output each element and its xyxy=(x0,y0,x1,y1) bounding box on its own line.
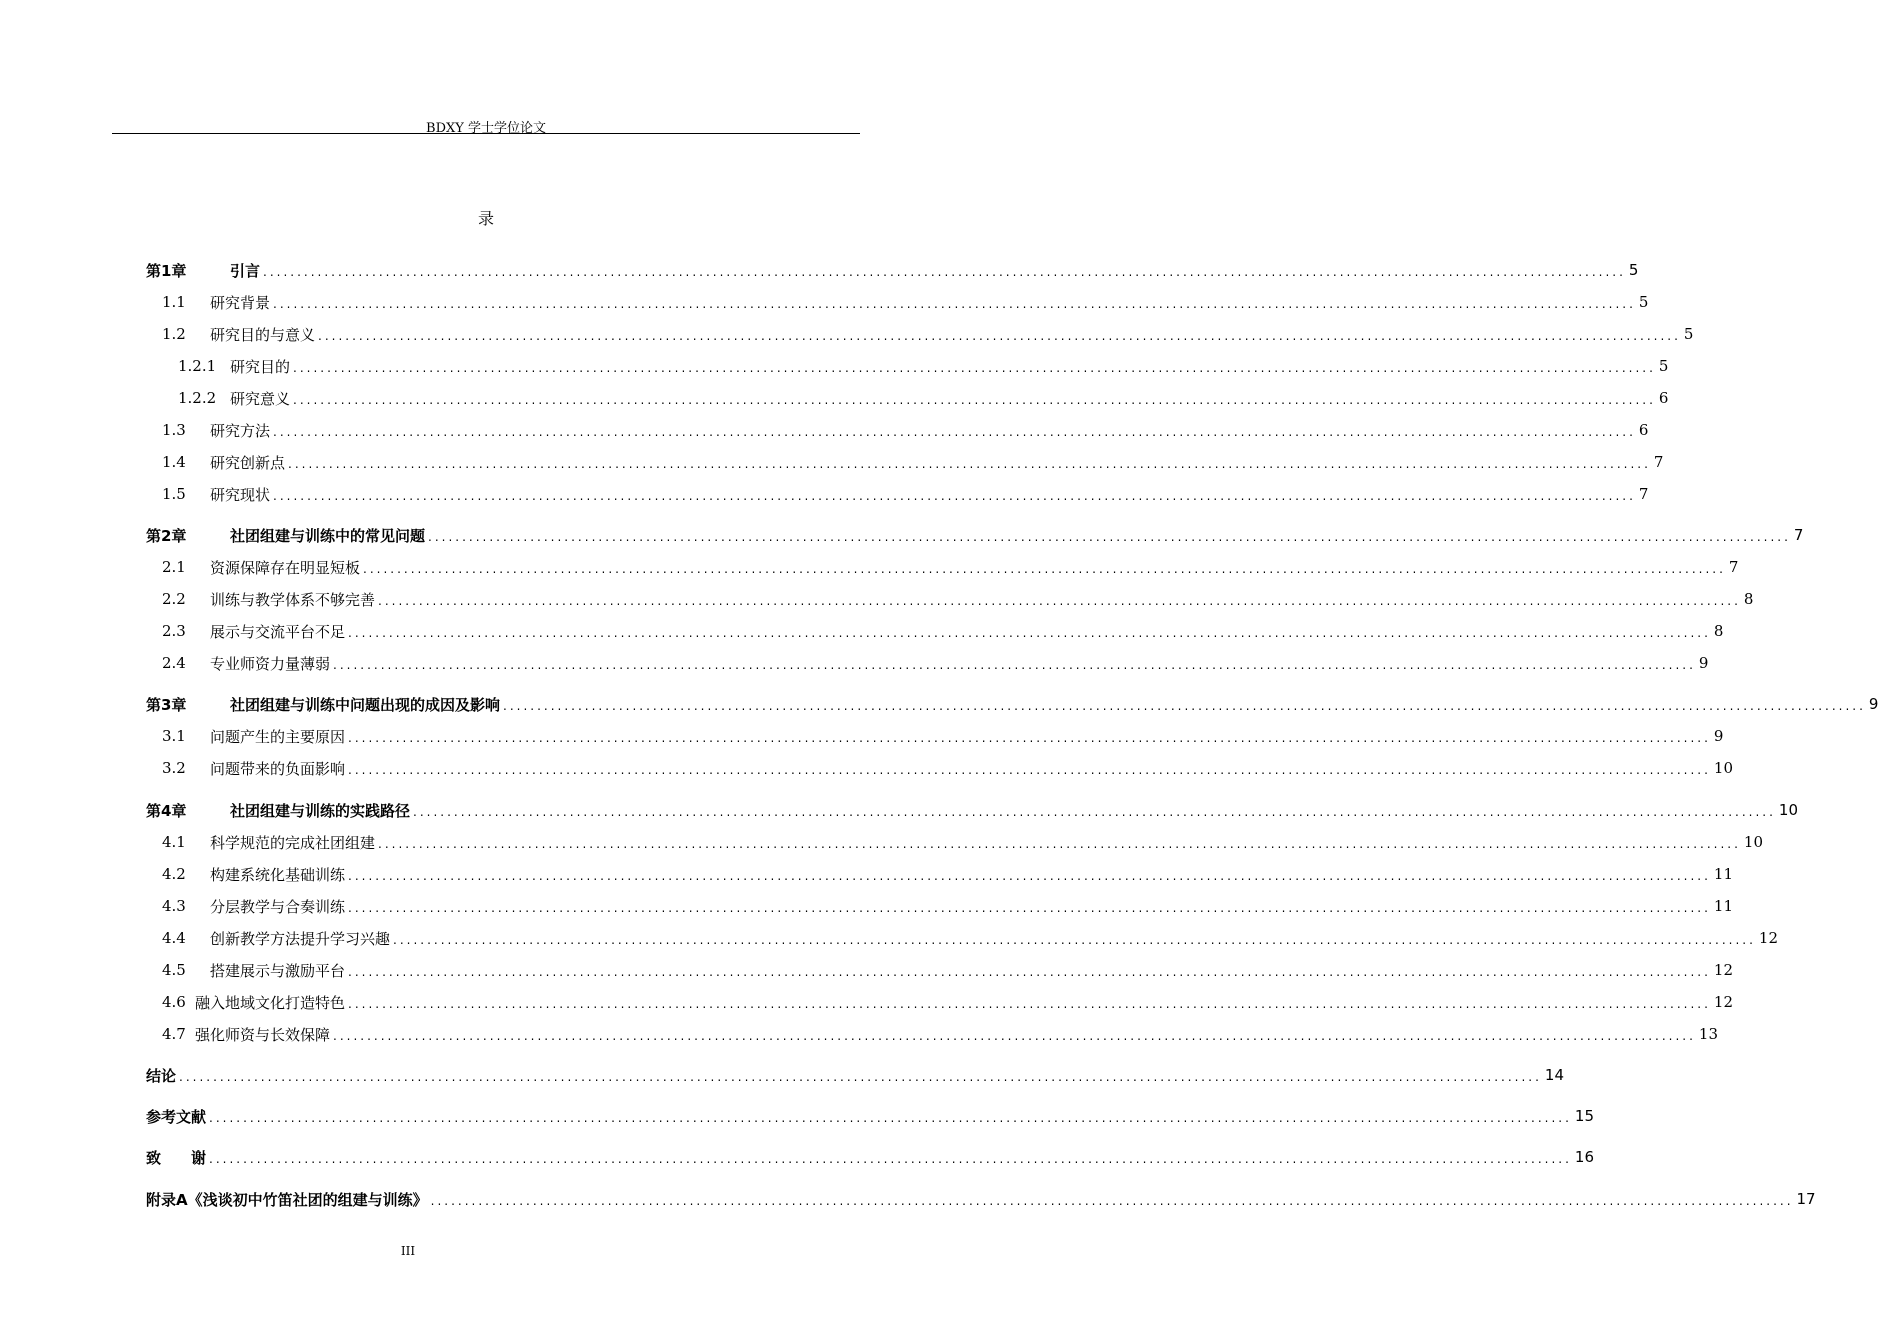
toc-entry[interactable] xyxy=(162,756,1733,780)
toc-entry-page: 11 xyxy=(1713,865,1733,883)
toc-entry-page: 9 xyxy=(1698,654,1709,672)
toc-entry[interactable] xyxy=(162,830,1763,854)
dot-leader: ........................................................................................................................................................................................................ xyxy=(293,393,1656,407)
toc-entry[interactable] xyxy=(162,724,1724,748)
toc-entry[interactable] xyxy=(146,523,1804,547)
toc-entry-page: 12 xyxy=(1713,993,1733,1011)
toc-entry[interactable] xyxy=(146,692,1878,716)
dot-leader: ........................................................................................................................................................................................................ xyxy=(378,837,1741,851)
dot-leader: ........................................................................................................................................................................................................ xyxy=(348,965,1711,979)
running-header: BDXY 学士学位论文 xyxy=(426,121,546,136)
dot-leader: ........................................................................................................................................................................................................ xyxy=(348,997,1711,1011)
toc-entry-label: 研究目的与意义 xyxy=(210,325,316,344)
dot-leader: ........................................................................................................................................................................................................ xyxy=(263,265,1626,279)
dot-leader: ........................................................................................................................................................................................................ xyxy=(333,658,1696,672)
toc-entry-page: 12 xyxy=(1713,961,1733,979)
toc-entry-page: 11 xyxy=(1713,897,1733,915)
toc-entry-number: 2.3 xyxy=(162,622,186,640)
dot-leader: ........................................................................................................................................................................................................ xyxy=(273,489,1636,503)
toc-entry-number: 4.3 xyxy=(162,897,186,915)
toc-entry-page: 14 xyxy=(1544,1066,1564,1084)
toc-entry-label: 社团组建与训练的实践路径 xyxy=(230,801,411,820)
dot-leader: ........................................................................................................................................................................................................ xyxy=(348,731,1711,745)
toc-entry-page: 12 xyxy=(1758,929,1778,947)
toc-entry[interactable] xyxy=(162,587,1754,611)
dot-leader: ........................................................................................................................................................................................................ xyxy=(333,1029,1696,1043)
toc-entry-page: 5 xyxy=(1628,261,1639,279)
toc-entry-number: 1.4 xyxy=(162,453,186,471)
toc-entry-page: 5 xyxy=(1683,325,1694,343)
toc-entry[interactable] xyxy=(146,1104,1594,1128)
toc-entry-label: 问题带来的负面影响 xyxy=(210,759,346,778)
dot-leader: ........................................................................................................................................................................................................ xyxy=(209,1152,1572,1166)
dot-leader: ........................................................................................................................................................................................................ xyxy=(393,933,1756,947)
toc-entry[interactable] xyxy=(162,958,1733,982)
toc-entry-page: 6 xyxy=(1658,389,1669,407)
dot-leader: ........................................................................................................................................................................................................ xyxy=(179,1070,1542,1084)
toc-entry-label: 训练与教学体系不够完善 xyxy=(210,590,376,609)
toc-entry-number: 2.2 xyxy=(162,590,186,608)
toc-entry-label: 问题产生的主要原因 xyxy=(210,727,346,746)
toc-entry-page: 7 xyxy=(1728,558,1739,576)
toc-entry-label: 结论 xyxy=(146,1066,177,1085)
toc-entry[interactable] xyxy=(162,862,1733,886)
dot-leader: ........................................................................................................................................................................................................ xyxy=(318,329,1681,343)
toc-entry-number: 4.6 xyxy=(162,993,186,1011)
toc-entry-page: 7 xyxy=(1638,485,1649,503)
toc-entry-page: 16 xyxy=(1574,1148,1594,1166)
toc-entry-number: 1.3 xyxy=(162,421,186,439)
dot-leader: ........................................................................................................................................................................................................ xyxy=(503,699,1866,713)
toc-entry-page: 10 xyxy=(1778,801,1798,819)
dot-leader: ........................................................................................................................................................................................................ xyxy=(273,297,1636,311)
toc-entry-label: 构建系统化基础训练 xyxy=(210,865,346,884)
toc-entry-page: 7 xyxy=(1653,453,1664,471)
toc-entry[interactable] xyxy=(162,555,1739,579)
toc-entry-label: 研究创新点 xyxy=(210,453,286,472)
dot-leader: ........................................................................................................................................................................................................ xyxy=(348,901,1711,915)
toc-entry[interactable] xyxy=(162,418,1649,442)
toc-entry[interactable] xyxy=(146,1145,1594,1169)
toc-entry-label: 研究意义 xyxy=(230,389,291,408)
toc-entry[interactable] xyxy=(162,619,1724,643)
toc-entry-page: 8 xyxy=(1743,590,1754,608)
dot-leader: ........................................................................................................................................................................................................ xyxy=(413,805,1776,819)
toc-entry[interactable] xyxy=(178,354,1669,378)
toc-entry-number: 第3章 xyxy=(146,695,187,714)
toc-entry-label: 搭建展示与激励平台 xyxy=(210,961,346,980)
toc-entry[interactable] xyxy=(162,894,1733,918)
dot-leader: ........................................................................................................................................................................................................ xyxy=(430,1194,1794,1208)
dot-leader: ........................................................................................................................................................................................................ xyxy=(348,869,1711,883)
toc-entry-number: 3.1 xyxy=(162,727,186,745)
toc-entry[interactable] xyxy=(146,798,1798,822)
toc-entry[interactable] xyxy=(162,290,1649,314)
toc-entry[interactable] xyxy=(146,1063,1564,1087)
toc-entry-label: 资源保障存在明显短板 xyxy=(210,558,361,577)
toc-entry-page: 10 xyxy=(1713,759,1733,777)
toc-entry-number: 第2章 xyxy=(146,526,187,545)
dot-leader: ........................................................................................................................................................................................................ xyxy=(293,361,1656,375)
dot-leader: ........................................................................................................................................................................................................ xyxy=(378,594,1741,608)
toc-entry-page: 17 xyxy=(1796,1190,1816,1208)
toc-entry-number: 2.1 xyxy=(162,558,186,576)
dot-leader: ........................................................................................................................................................................................................ xyxy=(348,626,1711,640)
toc-entry-page: 10 xyxy=(1743,833,1763,851)
toc-entry-number: 4.5 xyxy=(162,961,186,979)
toc-entry-label: 致 谢 xyxy=(146,1148,207,1167)
toc-entry-page: 9 xyxy=(1868,695,1878,713)
toc-entry-page: 9 xyxy=(1713,727,1724,745)
toc-entry-label: 研究背景 xyxy=(210,293,271,312)
toc-entry-number: 1.5 xyxy=(162,485,186,503)
toc-entry-label: 融入地域文化打造特色 xyxy=(195,993,346,1012)
toc-entry-page: 5 xyxy=(1658,357,1669,375)
dot-leader: ........................................................................................................................................................................................................ xyxy=(348,763,1711,777)
dot-leader: ........................................................................................................................................................................................................ xyxy=(428,530,1791,544)
toc-entry-label: 分层教学与合奏训练 xyxy=(210,897,346,916)
toc-entry-page: 7 xyxy=(1793,526,1804,544)
toc-entry[interactable] xyxy=(162,482,1649,506)
toc-entry-label: 引言 xyxy=(230,261,261,280)
toc-entry-page: 5 xyxy=(1638,293,1649,311)
toc-entry-page: 8 xyxy=(1713,622,1724,640)
toc-entry-label: 研究目的 xyxy=(230,357,291,376)
toc-entry-label: 参考文献 xyxy=(146,1107,207,1126)
toc-entry[interactable] xyxy=(178,386,1669,410)
toc-entry[interactable] xyxy=(162,926,1778,950)
dot-leader: ........................................................................................................................................................................................................ xyxy=(363,562,1726,576)
dot-leader: ........................................................................................................................................................................................................ xyxy=(273,425,1636,439)
toc-entry-number: 4.1 xyxy=(162,833,186,851)
toc-entry-label: 展示与交流平台不足 xyxy=(210,622,346,641)
dot-leader: ........................................................................................................................................................................................................ xyxy=(288,457,1651,471)
toc-entry-number: 3.2 xyxy=(162,759,186,777)
dot-leader: ........................................................................................................................................................................................................ xyxy=(209,1111,1572,1125)
toc-entry-label: 创新教学方法提升学习兴趣 xyxy=(210,929,391,948)
toc-entry-label: 附录A《浅谈初中竹笛社团的组建与训练》 xyxy=(146,1190,428,1209)
toc-entry-number: 4.7 xyxy=(162,1025,186,1043)
toc-entry[interactable] xyxy=(162,450,1664,474)
toc-entry-label: 专业师资力量薄弱 xyxy=(210,654,331,673)
toc-entry-number: 第4章 xyxy=(146,801,187,820)
toc-entry-label: 社团组建与训练中的常见问题 xyxy=(230,526,426,545)
toc-title: 录 xyxy=(477,209,494,228)
toc-entry[interactable] xyxy=(162,651,1709,675)
toc-entry-label: 研究现状 xyxy=(210,485,271,504)
toc-entry-label: 强化师资与长效保障 xyxy=(195,1025,331,1044)
toc-entry-number: 4.2 xyxy=(162,865,186,883)
toc-entry[interactable] xyxy=(162,990,1733,1014)
toc-entry-number: 1.2.1 xyxy=(178,357,217,375)
toc-entry[interactable] xyxy=(162,322,1694,346)
toc-entry-page: 15 xyxy=(1574,1107,1594,1125)
toc-entry-label: 研究方法 xyxy=(210,421,271,440)
toc-entry[interactable] xyxy=(146,1187,1816,1211)
toc-entry-number: 2.4 xyxy=(162,654,186,672)
toc-entry-label: 社团组建与训练中问题出现的成因及影响 xyxy=(230,695,501,714)
toc-entry-number: 1.2 xyxy=(162,325,186,343)
toc-entry[interactable] xyxy=(146,258,1639,282)
toc-entry-number: 4.4 xyxy=(162,929,186,947)
page-number: III xyxy=(400,1244,416,1258)
toc-entry-label: 科学规范的完成社团组建 xyxy=(210,833,376,852)
toc-entry-number: 1.2.2 xyxy=(178,389,217,407)
toc-entry-page: 6 xyxy=(1638,421,1649,439)
toc-entry-page: 13 xyxy=(1698,1025,1718,1043)
toc-entry-number: 1.1 xyxy=(162,293,186,311)
toc-entry[interactable] xyxy=(162,1022,1718,1046)
toc-entry-number: 第1章 xyxy=(146,261,187,280)
